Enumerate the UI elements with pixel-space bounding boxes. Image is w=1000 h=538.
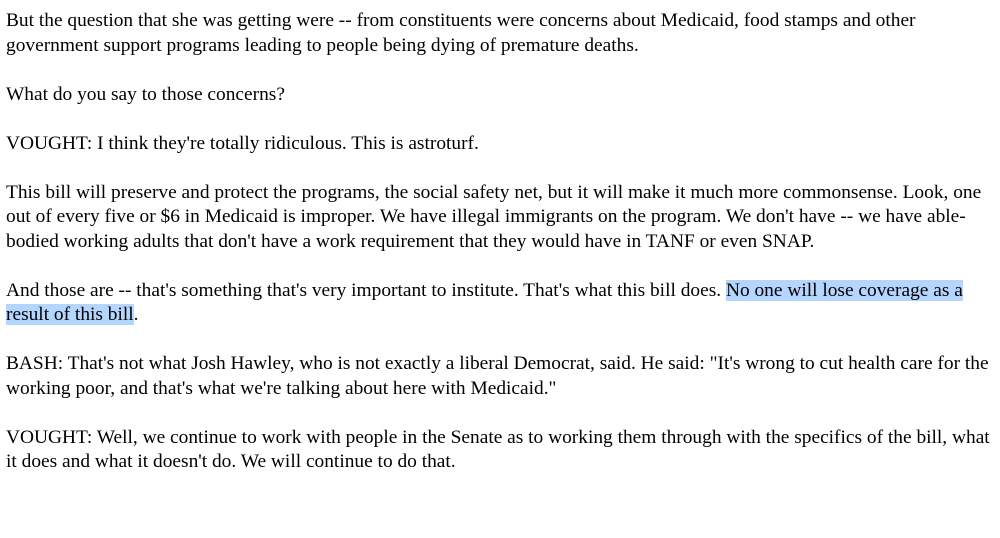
paragraph-institute-text: And those are -- that's something that's very important to institute. That's what this bill does. xyxy=(6,279,726,301)
paragraph-institute xyxy=(6,279,1000,328)
paragraph-bash-quote: BASH: That's not what Josh Hawley, who is not exactly a liberal Democrat, said. He said: "It's wrong to cut health care for the working poor, and that's what we're talking about here with Medicaid." xyxy=(6,353,989,399)
paragraph-followup-question: What do you say to those concerns? xyxy=(6,83,285,105)
selected-text-highlight[interactable]: No one will lose coverage as a result of this bill xyxy=(6,279,963,325)
paragraph-question: But the question that she was getting were -- from constituents were concerns about Medicaid, food stamps and other government support programs leading to people being dying of premature deaths. xyxy=(6,10,916,56)
paragraph-institute-end: . xyxy=(133,304,139,325)
paragraph-vought-response: VOUGHT: I think they're totally ridiculous. This is astroturf. xyxy=(6,132,479,154)
transcript-body xyxy=(6,9,1000,475)
paragraph-bill-explanation: This bill will preserve and protect the programs, the social safety net, but it will make it much more commonsense. Look, one out of every five or $6 in Medicaid is improper. We have illegal immigrants on the program. We don't have -- we have able-bodied working adults that don't have a work requirement that they would have in TANF or even SNAP. xyxy=(6,181,982,252)
paragraph-vought-senate: VOUGHT: Well, we continue to work with people in the Senate as to working them through with the specifics of the bill, what it does and what it doesn't do. We will continue to do that. xyxy=(6,426,990,472)
